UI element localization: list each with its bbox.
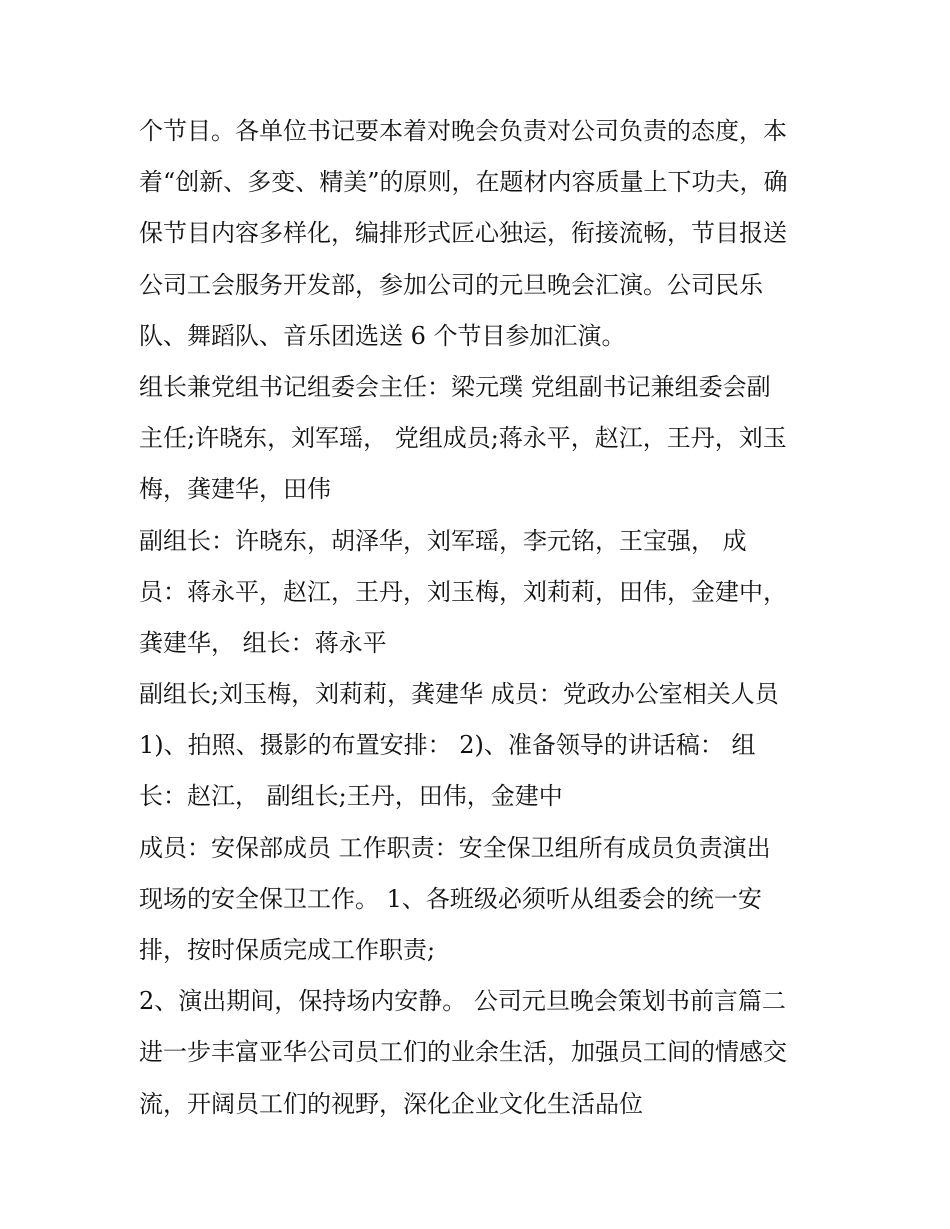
text-line: 排，按时保质完成工作职责;: [139, 936, 436, 964]
text-line: 现场的安全保卫工作。 1、各班级必须听从组委会的统一安: [139, 884, 762, 913]
text-line: 流，开阔员工们的视野，深化企业文化生活品位: [139, 1089, 643, 1118]
text-line: 2、演出期间，保持场内安静。 公司元旦晚会策划书前言篇二: [139, 987, 786, 1016]
text-line: 进一步丰富亚华公司员工们的业余生活，加强员工间的情感交: [139, 1038, 787, 1067]
text-line: 长：赵江， 副组长;王丹，田伟，金建中: [139, 782, 563, 811]
text-line: 成员：安保部成员 工作职责：安全保卫组所有成员负责演出: [139, 833, 771, 862]
text-line: 公司工会服务开发部，参加公司的元旦晚会汇演。公司民乐: [139, 270, 763, 299]
text-line: 组长兼党组书记组委会主任：梁元璞 党组副书记兼组委会副: [139, 372, 771, 401]
text-line: 着“创新、多变、精美”的原则，在题材内容质量上下功夫，确: [139, 168, 788, 197]
text-line: 梅，龚建华，田伟: [139, 475, 331, 504]
text-line: 员：蒋永平，赵江，王丹，刘玉梅，刘莉莉，田伟，金建中，: [139, 577, 787, 606]
document-body: [139, 106, 829, 1130]
text-line: 1)、拍照、摄影的布置安排： 2)、准备领导的讲话稿： 组: [139, 731, 756, 760]
text-line: 副组长;刘玉梅，刘莉莉，龚建华 成员：党政办公室相关人员: [139, 680, 779, 709]
text-line: 保节目内容多样化，编排形式匠心独运，衔接流畅，节目报送: [139, 219, 787, 248]
text-line: 个节目。各单位书记要本着对晚会负责对公司负责的态度，本: [139, 117, 787, 145]
text-line: 副组长：许晓东，胡泽华，刘军瑶，李元铭，王宝强， 成: [139, 526, 747, 555]
text-line: 队、舞蹈队、音乐团选送 6 个节目参加汇演。: [139, 321, 626, 350]
text-line: 龚建华， 组长：蒋永平: [139, 628, 387, 657]
text-line: 主任;许晓东，刘军瑶， 党组成员;蒋永平，赵江，王丹，刘玉: [139, 424, 787, 453]
